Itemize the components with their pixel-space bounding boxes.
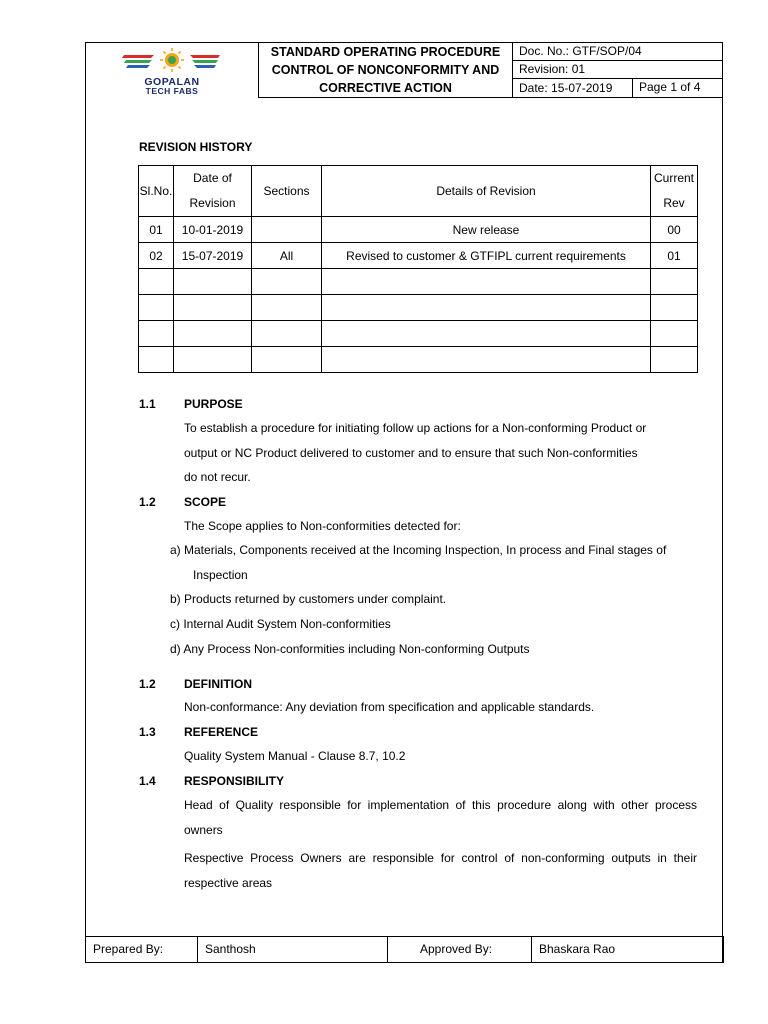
responsibility-number: 1.4: [139, 774, 156, 788]
table-cell: [139, 269, 174, 295]
table-cell: [174, 269, 252, 295]
title-line-3: CORRECTIVE ACTION: [319, 81, 452, 95]
definition-number: 1.2: [139, 677, 156, 691]
table-cell: [252, 217, 322, 243]
purpose-line: output or NC Product delivered to customer and to ensure that such Non-conformities: [184, 445, 638, 460]
definition-text: Non-conformance: Any deviation from specification and applicable standards.: [184, 700, 595, 714]
table-cell: 01: [651, 243, 698, 269]
revision-history-table: [138, 165, 698, 373]
scope-number: 1.2: [139, 495, 156, 509]
table-cell: [651, 269, 698, 295]
table-cell: [322, 295, 651, 321]
scope-item-c: [170, 612, 710, 637]
table-cell: 01: [139, 217, 174, 243]
table-cell: [139, 347, 174, 373]
responsibility-para-1: Head of Quality responsible for implementation of this procedure along with other process owners: [184, 798, 697, 837]
table-cell: [252, 347, 322, 373]
table-cell: [174, 347, 252, 373]
table-cell: 00: [651, 217, 698, 243]
table-cell: [139, 321, 174, 347]
logo-cell: [85, 42, 259, 98]
table-cell: Revised to customer & GTFIPL current requirements: [322, 243, 651, 269]
table-cell: [651, 321, 698, 347]
reference-text: Quality System Manual - Clause 8.7, 10.2: [184, 749, 406, 763]
table-row: [139, 347, 698, 373]
company-logo-icon: [122, 47, 222, 75]
table-cell: [651, 295, 698, 321]
responsibility-para-2: Respective Process Owners are responsible for control of non-conforming outputs in their respective areas: [184, 851, 697, 890]
document-title: [258, 42, 513, 98]
table-cell: [174, 321, 252, 347]
list-text: Any Process Non-conformities including Non-conforming Outputs: [183, 642, 530, 656]
approved-by-label: Approved By:: [387, 936, 532, 963]
table-cell: [174, 295, 252, 321]
table-cell: [651, 347, 698, 373]
col-header-current-rev: Current Rev: [651, 166, 698, 217]
scope-intro: The Scope applies to Non-conformities detected for:: [184, 519, 461, 533]
list-marker: a): [170, 543, 181, 557]
signature-footer: [85, 936, 724, 963]
responsibility-heading: RESPONSIBILITY: [184, 774, 285, 788]
page-indicator: Page 1 of 4: [632, 78, 723, 98]
purpose-line: To establish a procedure for initiating follow up actions for a Non-conforming Product or: [184, 421, 647, 435]
table-row: [139, 269, 698, 295]
list-text-continued: Inspection: [193, 567, 248, 582]
scope-item-b: [170, 587, 710, 612]
title-line-1: STANDARD OPERATING PROCEDURE: [270, 45, 501, 59]
list-marker: c): [170, 617, 180, 631]
table-cell: [322, 347, 651, 373]
table-cell: 10-01-2019: [174, 217, 252, 243]
logo-company-name: GOPALAN: [144, 76, 200, 88]
reference-heading: REFERENCE: [184, 725, 259, 739]
purpose-text: [184, 416, 697, 490]
prepared-by-label: Prepared By:: [85, 936, 198, 963]
revision-number: Revision: 01: [512, 60, 723, 79]
list-text: Internal Audit System Non-conformities: [183, 617, 391, 631]
table-cell: [322, 269, 651, 295]
purpose-number: 1.1: [139, 397, 156, 411]
approved-by-name: Bhaskara Rao: [531, 936, 724, 963]
table-cell: New release: [322, 217, 651, 243]
prepared-by-name: Santhosh: [197, 936, 388, 963]
table-row: [139, 295, 698, 321]
table-row: [139, 243, 698, 269]
col-header-slno: Sl.No.: [139, 166, 174, 217]
definition-heading: DEFINITION: [184, 677, 252, 691]
table-header-row: [139, 166, 698, 217]
col-header-date: Date of Revision: [174, 166, 252, 217]
list-marker: b): [170, 592, 181, 606]
table-cell: [252, 295, 322, 321]
reference-number: 1.3: [139, 725, 156, 739]
list-marker: d): [170, 642, 181, 656]
revision-history-title: REVISION HISTORY: [139, 140, 253, 154]
col-header-details: Details of Revision: [322, 166, 651, 217]
document-date: Date: 15-07-2019: [512, 78, 633, 98]
table-cell: [322, 321, 651, 347]
table-row: [139, 321, 698, 347]
doc-number: Doc. No.: GTF/SOP/04: [512, 42, 723, 61]
table-cell: [252, 321, 322, 347]
table-row: [139, 217, 698, 243]
list-text: Products returned by customers under complaint.: [184, 592, 447, 606]
table-cell: [252, 269, 322, 295]
document-header: [85, 42, 723, 98]
table-cell: 15-07-2019: [174, 243, 252, 269]
scope-heading: SCOPE: [184, 495, 227, 509]
purpose-line: do not recur.: [184, 470, 251, 484]
table-cell: All: [252, 243, 322, 269]
scope-item-a: [170, 538, 710, 587]
logo-company-subtitle: TECH FABS: [145, 86, 199, 96]
table-cell: [139, 295, 174, 321]
title-line-2: CONTROL OF NONCONFORMITY AND: [271, 63, 500, 77]
purpose-heading: PURPOSE: [184, 397, 243, 411]
list-text: Materials, Components received at the Incoming Inspection, In process and Final stages of: [184, 543, 667, 557]
col-header-sections: Sections: [252, 166, 322, 217]
table-cell: 02: [139, 243, 174, 269]
scope-item-d: [170, 637, 710, 662]
